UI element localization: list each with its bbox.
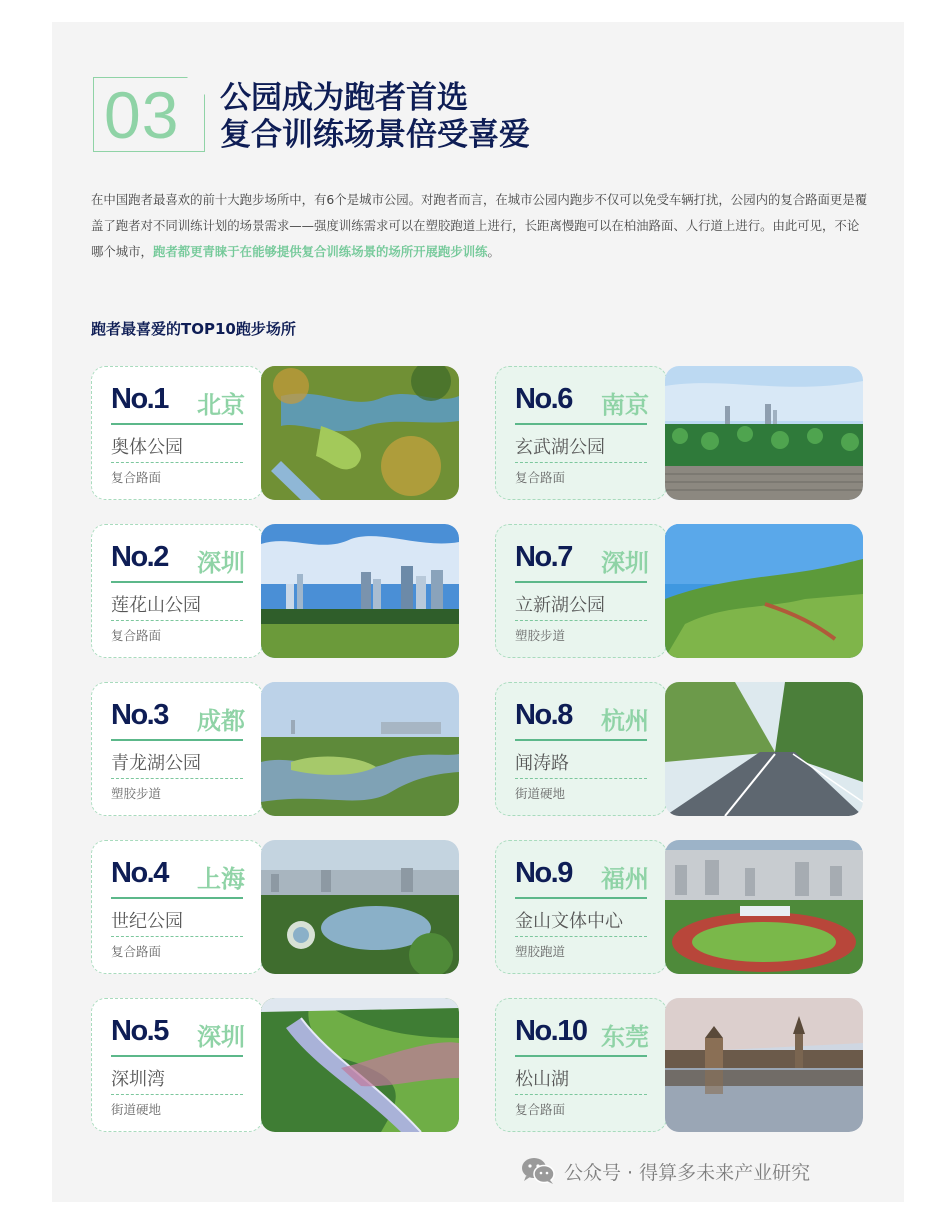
park-lake-aerial-image [261, 366, 459, 500]
place-photo [665, 998, 863, 1132]
place-card [495, 366, 863, 500]
rank-row [111, 697, 245, 737]
wechat-icon [520, 1156, 556, 1186]
running-track-stadium-image [665, 840, 863, 974]
rank-number: No.2 [111, 541, 168, 573]
rank-number: No.1 [111, 383, 168, 415]
surface-type: 街道硬地 [111, 1102, 162, 1117]
place-name: 玄武湖公园 [515, 437, 605, 458]
place-photo [261, 524, 459, 658]
dashed-divider [111, 936, 243, 937]
place-info [91, 524, 263, 658]
rank-number: No.9 [515, 857, 572, 889]
dashed-divider [111, 1094, 243, 1095]
intro-text: 在中国跑者最喜欢的前十大跑步场所中，有6个是城市公园。对跑者而言，在城市公园内跑步不仅可以免受车辆打扰，公园内的复合路面更是覆盖了跑者对不同训练计划的场景需求——强度训练需求可以在塑胶跑道上进行，长距离慢跑可以在柏油路面、人行道上进行。由此可见，不论哪个城市， [91, 192, 868, 259]
place-name: 立新湖公园 [515, 595, 605, 616]
place-card [91, 998, 459, 1132]
place-photo [665, 366, 863, 500]
rank-row [111, 381, 245, 421]
city-name: 杭州 [601, 707, 649, 735]
rank-underline [515, 581, 647, 583]
dashed-divider [515, 778, 647, 779]
surface-type: 塑胶步道 [515, 628, 566, 643]
folded-corner [187, 77, 205, 95]
city-name: 东莞 [601, 1023, 649, 1051]
rank-row [515, 697, 649, 737]
place-photo [665, 682, 863, 816]
rank-underline [111, 581, 243, 583]
intro-end: 。 [487, 244, 500, 259]
place-name: 闻涛路 [515, 753, 569, 774]
marathon-coast-path-image [261, 998, 459, 1132]
surface-type: 复合路面 [515, 470, 566, 485]
surface-type: 复合路面 [111, 470, 162, 485]
place-info [91, 998, 263, 1132]
rank-row [515, 381, 649, 421]
place-photo [261, 366, 459, 500]
city-name: 成都 [197, 707, 245, 735]
place-card [495, 524, 863, 658]
place-photo [261, 682, 459, 816]
place-card [495, 682, 863, 816]
rank-row [111, 1013, 245, 1053]
rank-number: No.3 [111, 699, 168, 731]
place-photo [665, 524, 863, 658]
place-info [91, 840, 263, 974]
title-line-2: 复合训练场景倍受喜爱 [220, 117, 530, 153]
place-card [91, 524, 459, 658]
rank-number: No.5 [111, 1015, 168, 1047]
place-name: 世纪公园 [111, 911, 183, 932]
hill-greenway-image [665, 524, 863, 658]
section-title [220, 80, 530, 154]
dashed-divider [515, 936, 647, 937]
surface-type: 复合路面 [515, 1102, 566, 1117]
rank-underline [111, 423, 243, 425]
dashed-divider [111, 778, 243, 779]
city-name: 上海 [197, 865, 245, 893]
dashed-divider [515, 620, 647, 621]
rank-row [515, 1013, 649, 1053]
rank-underline [515, 423, 647, 425]
surface-type: 塑胶步道 [111, 786, 162, 801]
rank-number: No.8 [515, 699, 572, 731]
place-info [91, 682, 263, 816]
rank-underline [515, 897, 647, 899]
tree-lined-road-image [665, 682, 863, 816]
section-number-box [93, 77, 205, 152]
footer-watermark [520, 1156, 810, 1186]
dashed-divider [111, 462, 243, 463]
rank-underline [111, 897, 243, 899]
place-card [91, 366, 459, 500]
rank-number: No.4 [111, 857, 168, 889]
intro-paragraph [91, 187, 871, 265]
rank-underline [515, 1055, 647, 1057]
surface-type: 复合路面 [111, 944, 162, 959]
rank-underline [111, 739, 243, 741]
surface-type: 复合路面 [111, 628, 162, 643]
place-info [495, 524, 667, 658]
dashed-divider [111, 620, 243, 621]
place-name: 松山湖 [515, 1069, 569, 1090]
lotus-lake-skyline-image [665, 366, 863, 500]
city-name: 福州 [601, 865, 649, 893]
city-name: 北京 [197, 391, 245, 419]
city-name: 深圳 [197, 549, 245, 577]
city-name: 深圳 [601, 549, 649, 577]
place-info [91, 366, 263, 500]
park-city-skyline-image [261, 524, 459, 658]
intro-highlight: 跑者都更青睐于在能够提供复合训练场景的场所开展跑步训练 [152, 244, 488, 259]
place-photo [261, 998, 459, 1132]
place-info [495, 840, 667, 974]
rank-number: No.7 [515, 541, 572, 573]
rank-row [515, 539, 649, 579]
city-name: 深圳 [197, 1023, 245, 1051]
section-number: 03 [104, 78, 180, 152]
rank-underline [515, 739, 647, 741]
place-photo [261, 840, 459, 974]
place-name: 莲花山公园 [111, 595, 201, 616]
place-card [91, 682, 459, 816]
place-info [495, 366, 667, 500]
park-lake-city-image [261, 840, 459, 974]
city-name: 南京 [601, 391, 649, 419]
dashed-divider [515, 462, 647, 463]
place-card [91, 840, 459, 974]
park-river-aerial-image [261, 682, 459, 816]
place-card [495, 998, 863, 1132]
place-photo [665, 840, 863, 974]
footer-text: 公众号 · 得算多未来产业研究 [564, 1161, 811, 1184]
lake-castle-reflection-image [665, 998, 863, 1132]
rank-row [111, 539, 245, 579]
dashed-divider [515, 1094, 647, 1095]
place-name: 金山文体中心 [515, 911, 623, 932]
place-info [495, 998, 667, 1132]
place-name: 奥体公园 [111, 437, 183, 458]
list-title: 跑者最喜爱的TOP10跑步场所 [91, 320, 296, 338]
surface-type: 塑胶跑道 [515, 944, 566, 959]
surface-type: 街道硬地 [515, 786, 566, 801]
place-name: 青龙湖公园 [111, 753, 201, 774]
rank-row [515, 855, 649, 895]
place-name: 深圳湾 [111, 1069, 165, 1090]
place-card [495, 840, 863, 974]
title-line-1: 公园成为跑者首选 [220, 80, 468, 116]
rank-number: No.6 [515, 383, 572, 415]
rank-row [111, 855, 245, 895]
place-info [495, 682, 667, 816]
rank-number: No.10 [515, 1015, 587, 1047]
rank-underline [111, 1055, 243, 1057]
